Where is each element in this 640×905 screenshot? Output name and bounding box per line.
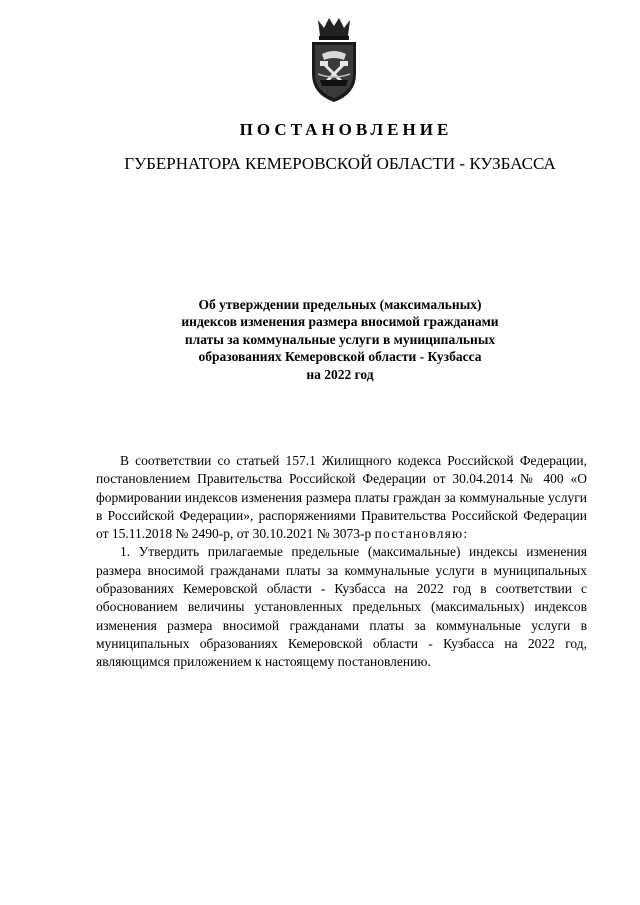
item-1-paragraph: 1. Утвердить прилагаемые предельные (максимальные) индексы изменения размера вносимой гражданами платы за коммунальные услуги в муниципальных образованиях Кемеровской области - Кузбасса на 2022 год в соответствии с обоснованием величины установленных предельных (максимальных) индексов изменения размера вносимой гражданами платы за коммунальные услуги в муниципальных образованиях Кемеровской области - Кузбасса на 2022 год, являющимся приложением к настоящему постановлению.	[96, 544, 587, 670]
resolve-word: постановляю:	[374, 526, 469, 542]
document-issuer: ГУБЕРНАТОРА КЕМЕРОВСКОЙ ОБЛАСТИ - КУЗБАССА	[124, 154, 556, 173]
title-line: Об утверждении предельных (максимальных)	[198, 297, 482, 312]
kemerovo-coat-of-arms-icon	[304, 14, 364, 104]
title-line: платы за коммунальные услуги в муниципальных	[184, 331, 496, 347]
title-line: образованиях Кемеровской области - Кузбасса	[198, 349, 482, 365]
document-type: ПОСТАНОВЛЕНИЕ	[239, 120, 453, 139]
title-line: индексов изменения размера вносимой гражданами	[181, 314, 499, 330]
document-title	[120, 296, 560, 383]
preamble-text: В соответствии со статьей 157.1 Жилищного кодекса Российской Федерации, постановлением Правительства Российской Федерации от 30.04.2014 № 400 «О формировании индексов изменения размера платы граждан за коммунальные услуги в Российской Федерации», распоряжениями Правительства Российской Федерации от 15.11.2018 № 2490-р, от 30.10.2021 № 3073-р	[96, 453, 587, 542]
title-line: на 2022 год	[306, 366, 374, 382]
preamble-paragraph	[96, 452, 587, 543]
document-body	[96, 452, 587, 672]
